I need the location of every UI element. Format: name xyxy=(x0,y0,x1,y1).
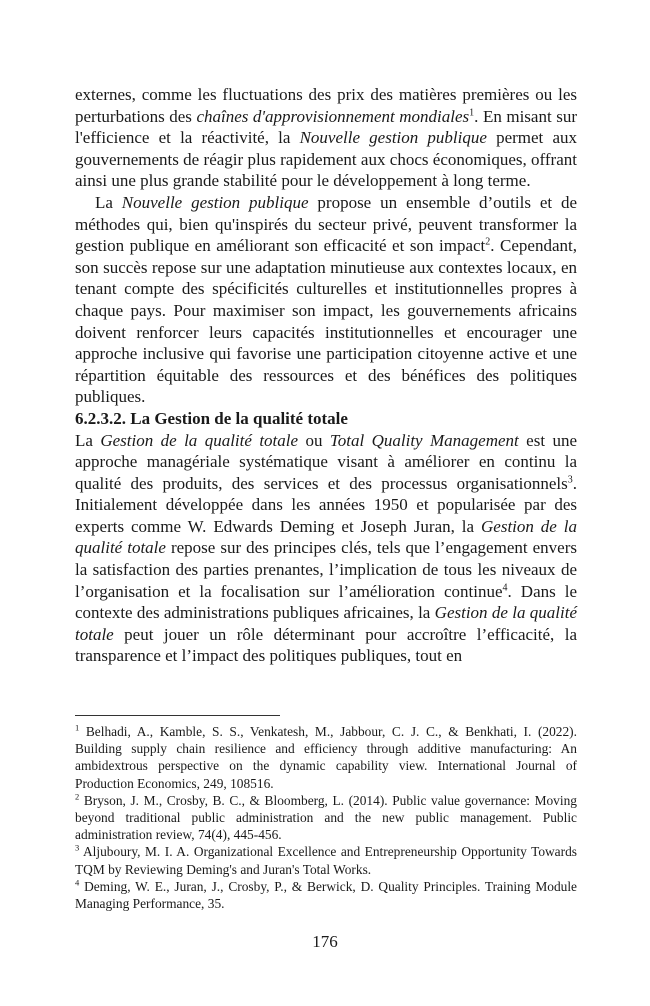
text-run: La xyxy=(75,430,101,450)
text-run: . Dans le contexte des administrations publiques africaines, la xyxy=(75,581,577,623)
text-run: peut jouer un rôle déterminant pour accroître l’efficacité, la transparence et l’impact des politiques publiques, tout en xyxy=(75,624,577,666)
footnote-number: 2 xyxy=(75,791,80,802)
footnote-number: 3 xyxy=(75,842,80,853)
italic-term: Gestion de la qualité totale xyxy=(100,430,299,450)
section-heading: 6.2.3.2. La Gestion de la qualité totale xyxy=(75,408,348,428)
paragraph-3 xyxy=(75,430,577,668)
italic-term: chaînes d'approvisionnement mondiales xyxy=(196,106,470,126)
footnote-ref-4[interactable]: 4 xyxy=(502,582,508,593)
footnote-text: Belhadi, A., Kamble, S. S., Venkatesh, M., Jabbour, C. J. C., & Benkhati, I. (2022). Building supply chain resilience and efficiency through additive manufacturing: An ambidextrous perspective on the dynamic capability view. International Journal of Production Economics, 249, 108516. xyxy=(75,724,577,791)
footnote-number: 1 xyxy=(75,722,80,733)
text-run: La xyxy=(95,192,122,212)
footnote-2 xyxy=(75,792,577,844)
text-run: . Initialement développée dans les années 1950 et popularisée par des experts comme W. Edwards Deming et Joseph Juran, la xyxy=(75,473,577,536)
italic-term: Nouvelle gestion publique xyxy=(121,192,309,212)
footnote-separator xyxy=(75,715,280,716)
footnote-number: 4 xyxy=(75,877,80,888)
footnote-3 xyxy=(75,843,577,877)
text-run: repose sur des principes clés, tels que l’engagement envers la satisfaction des parties prenantes, l’implication de tous les niveaux de l’organisation et la focalisation sur l’amélioration continue xyxy=(75,538,577,601)
footnote-1 xyxy=(75,723,577,792)
footnote-text: Aljuboury, M. I. A. Organizational Excellence and Entrepreneurship Opportunity Towards TQM by Reviewing Deming's and Juran's Total Works. xyxy=(75,844,577,877)
paragraph-2 xyxy=(75,192,577,408)
italic-term: Total Quality Management xyxy=(329,430,519,450)
footnotes xyxy=(75,723,577,912)
footnote-text: Deming, W. E., Juran, J., Crosby, P., & Berwick, D. Quality Principles. Training Module Managing Performance, 35. xyxy=(75,878,577,912)
body-text xyxy=(75,84,577,667)
italic-term: Gestion de la qualité totale xyxy=(75,516,577,558)
footnote-text: Bryson, J. M., Crosby, B. C., & Bloomberg, L. (2014). Public value governance: Moving beyond traditional public administration and the new public management. Public administration review, 74(4), 445-456. xyxy=(75,792,577,843)
footnote-ref-2[interactable]: 2 xyxy=(485,236,491,248)
text-run: . Cependant, son succès repose sur une adaptation minutieuse aux contextes locaux, en tenant compte des spécificités culturelles et institutionnelles propres à chaque pays. Pour maximiser son impact, les gouvernements africains doivent renforcer leurs capacités institutionnelles et encourager une approche inclusive qui favorise une participation citoyenne active et une répartition équitable des ressources et des bénéfices des politiques publiques. xyxy=(75,236,577,407)
page-number: 176 xyxy=(312,932,338,951)
text-run: externes, comme les fluctuations des prix des matières premières ou les perturbations des xyxy=(75,85,577,126)
footnote-ref-3[interactable]: 3 xyxy=(567,474,573,486)
text-run: ou xyxy=(298,430,330,450)
footnote-ref-1[interactable]: 1 xyxy=(469,106,475,118)
italic-term: Nouvelle gestion publique xyxy=(299,128,487,148)
footnote-4 xyxy=(75,878,577,912)
text-run: . En misant sur l'efficience et la réactivité, la xyxy=(75,106,578,148)
italic-term: Gestion de la qualité totale xyxy=(75,603,577,644)
text-run: propose un ensemble d’outils et de méthodes qui, bien qu'inspirés du secteur privé, peuvent transformer la gestion publique en améliorant son efficacité et son impact xyxy=(75,192,577,256)
text-run: est une approche managériale systématique visant à améliorer en continu la qualité des produits, des services et des processus organisationnels xyxy=(75,430,578,493)
text-run: permet aux gouvernements de réagir plus rapidement aux chocs économiques, offrant ainsi une plus grande stabilité pour le développement à long terme. xyxy=(75,128,577,191)
paragraph-1 xyxy=(75,84,577,192)
